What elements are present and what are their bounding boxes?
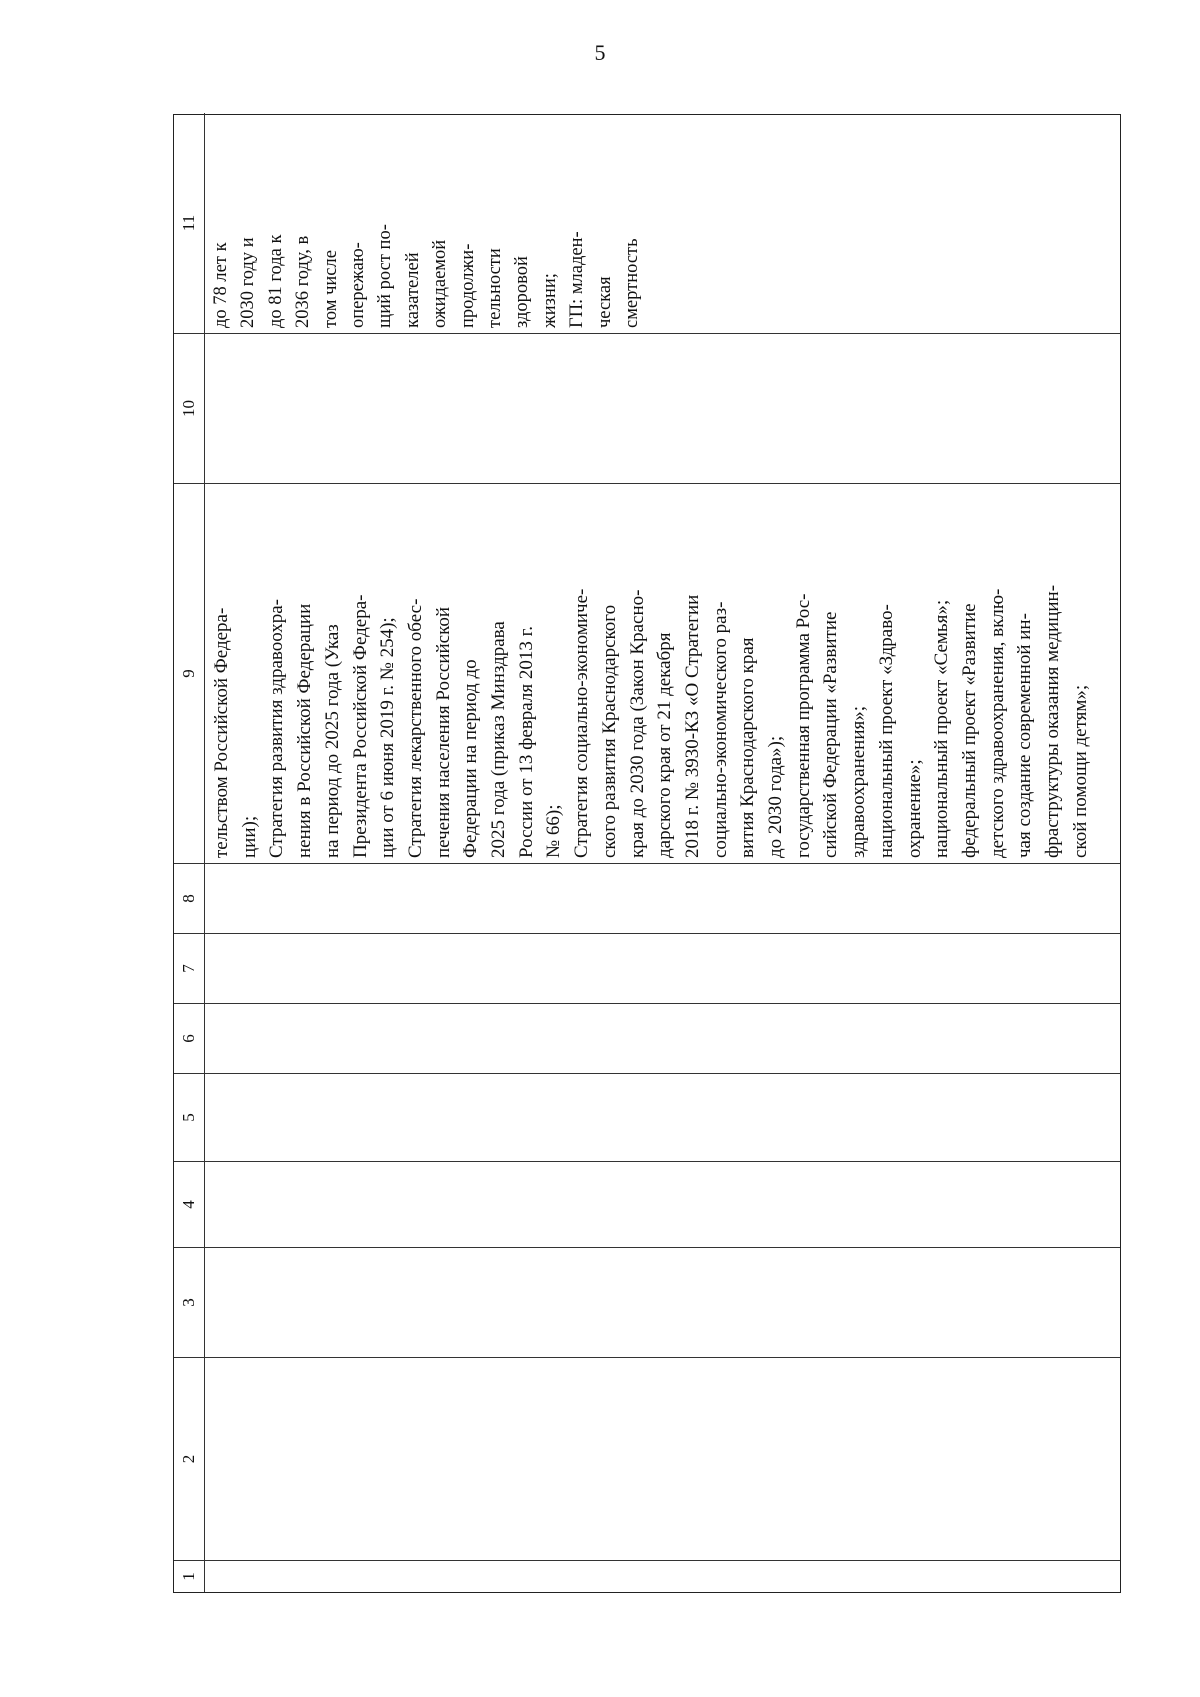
column-header-1: 1: [174, 1560, 205, 1592]
table-cell-col2: [205, 1357, 1120, 1560]
column-header-7: 7: [174, 933, 205, 1003]
table-cell-col8: [205, 863, 1120, 933]
column-header-9: 9: [174, 483, 205, 863]
table-cell-col7: [205, 933, 1120, 1003]
page-number: 5: [594, 40, 606, 65]
table-cell-col3: [205, 1247, 1120, 1357]
table-cell-col9: тельством Российской Федера- ции); Стратегия развития здравоохра- нения в Российской Федерации на период до 2025 года (Указ Президента Российской Федера- ции от 6 июня 2019 г. № 254); Стратегия лекарственного обес- печения населения Российской Федерации на период до 2025 года (приказ Минздрава России от 13 февраля 2013 г. № 66); Стратегия социально-экономиче- ского развития Краснодарского края до 2030 года (Закон Красно- дарского края от 21 декабря 2018 г. № 3930-КЗ «О Стратегии социально-экономического раз- вития Краснодарского края до 2030 года»); государственная программа Рос- сийской Федерации «Развитие здравоохранения»; национальный проект «Здраво- охранение»; национальный проект «Семья»; федеральный проект «Развитие детского здравоохранения, вклю- чая создание современной ин- фраструктуры оказания медицин- ской помощи детям»;: [205, 483, 1120, 863]
column-header-4: 4: [174, 1161, 205, 1247]
column-header-3: 3: [174, 1247, 205, 1357]
column-header-10: 10: [174, 333, 205, 483]
column-header-6: 6: [174, 1003, 205, 1073]
table-cell-col1: [205, 1560, 1120, 1592]
data-table: [173, 114, 1121, 1593]
table-cell-col5: [205, 1073, 1120, 1161]
column-header-5: 5: [174, 1073, 205, 1161]
table-cell-col10: [205, 333, 1120, 483]
column-header-8: 8: [174, 863, 205, 933]
column-header-11: 11: [174, 113, 205, 333]
table-cell-col11: до 78 лет к 2030 году и до 81 года к 2036 году, в том числе опережаю- щий рост по- казателей ожидаемой продолжи- тельности здоровой жизни; ГП: младен- ческая смертность: [211, 224, 643, 328]
table-cell-col4: [205, 1161, 1120, 1247]
table-cell-col6: [205, 1003, 1120, 1073]
column-header-2: 2: [174, 1357, 205, 1560]
